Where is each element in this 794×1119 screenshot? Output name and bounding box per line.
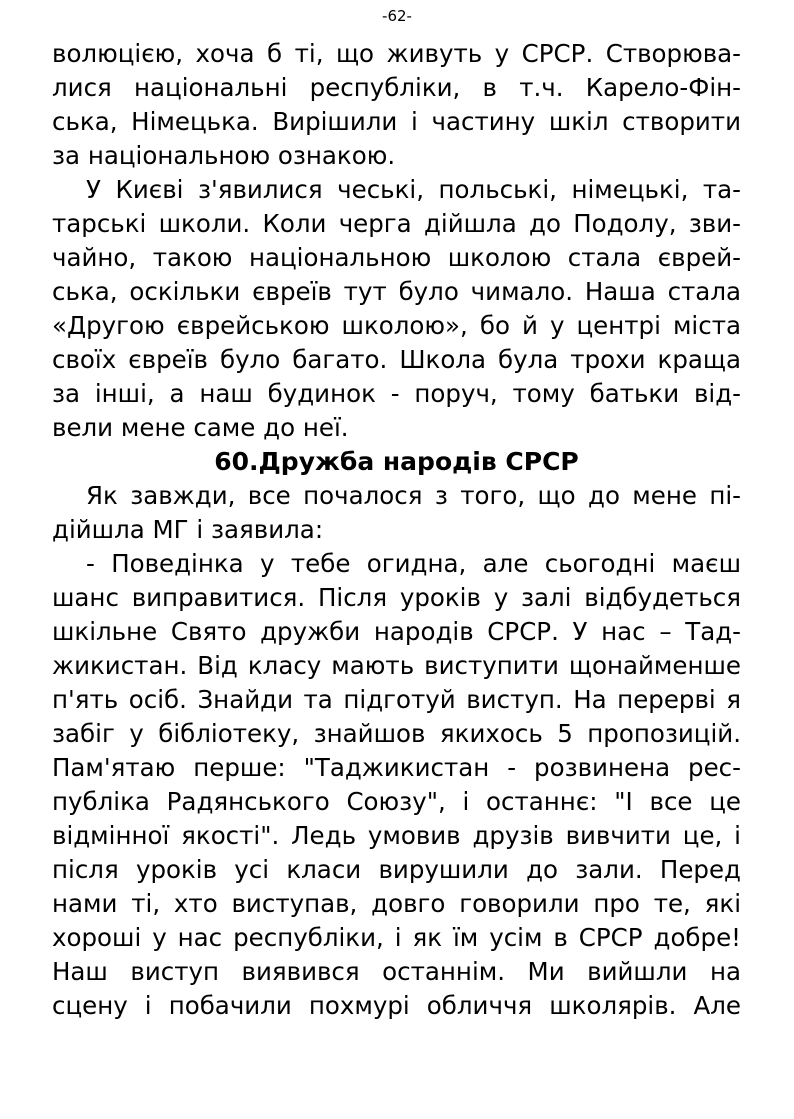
text-line: лися національні республіки, в т.ч. Карело-Фін- [52, 73, 741, 102]
text-line: Як завжди, все почалося з того, що до мене пі- [86, 481, 741, 510]
text-line: У Києві з'явилися чеські, польські, німецькі, та- [86, 175, 741, 204]
text-line: відмінної якості". Ледь умовив друзів вивчити це, і [52, 821, 741, 850]
text-line: тарські школи. Коли черга дійшла до Подолу, зви- [52, 209, 741, 238]
text-line: нами ті, хто виступав, довго говорили про те, які [52, 889, 741, 918]
text-line: хороші у нас республіки, і як їм усім в СРСР добре! [52, 923, 741, 952]
paragraph [52, 547, 741, 1023]
text-line: - Поведінка у тебе огидна, але сьогодні маєш [86, 549, 741, 578]
text-line: шкільне Свято дружби народів СРСР. У нас – Тад- [52, 617, 741, 646]
text-line: шанс виправитися. Після уроків у залі відбудеться [52, 583, 741, 612]
text-line: «Другою єврейською школою», бо й у центрі міста [52, 311, 741, 340]
text-line: забіг у бібліотеку, знайшов якихось 5 пропозицій. [52, 719, 741, 748]
text-line: п'ять осіб. Знайди та підготуй виступ. На перерві я [52, 685, 741, 714]
text-line: публіка Радянського Союзу", і останнє: "І все це [52, 787, 741, 816]
text-line: жикистан. Від класу мають виступити щонайменше [52, 651, 741, 680]
text-line: сцену і побачили похмурі обличчя школярів. Але [52, 991, 741, 1020]
text-line: за національною ознакою. [52, 141, 396, 170]
page-number: -62- [382, 7, 412, 25]
text-line: після уроків усі класи вирушили до зали. Перед [52, 855, 741, 884]
text-line: Пам'ятаю перше: "Таджикистан - розвинена рес- [52, 753, 741, 782]
paragraph [52, 479, 741, 547]
paragraph [52, 37, 741, 173]
paragraph [52, 173, 741, 445]
text-line: ська, оскільки євреїв тут було чимало. Наша стала [52, 277, 741, 306]
text-line: вели мене саме до неї. [52, 413, 349, 442]
text-line: волюцією, хоча б ті, що живуть у СРСР. Створюва- [52, 39, 741, 68]
text-line: своїх євреїв було багато. Школа була трохи краща [52, 345, 741, 374]
text-line: чайно, такою національною школою стала єврей- [52, 243, 741, 272]
text-line: ська, Німецька. Вирішили і частину шкіл створити [52, 107, 741, 136]
page-body [52, 37, 741, 1023]
section-heading: 60.Дружба народів СРСР [214, 447, 579, 476]
text-line: дійшла МГ і заявила: [52, 515, 324, 544]
text-line: за інші, а наш будинок - поруч, тому батьки від- [52, 379, 741, 408]
text-line: Наш виступ виявився останнім. Ми вийшли на [52, 957, 741, 986]
